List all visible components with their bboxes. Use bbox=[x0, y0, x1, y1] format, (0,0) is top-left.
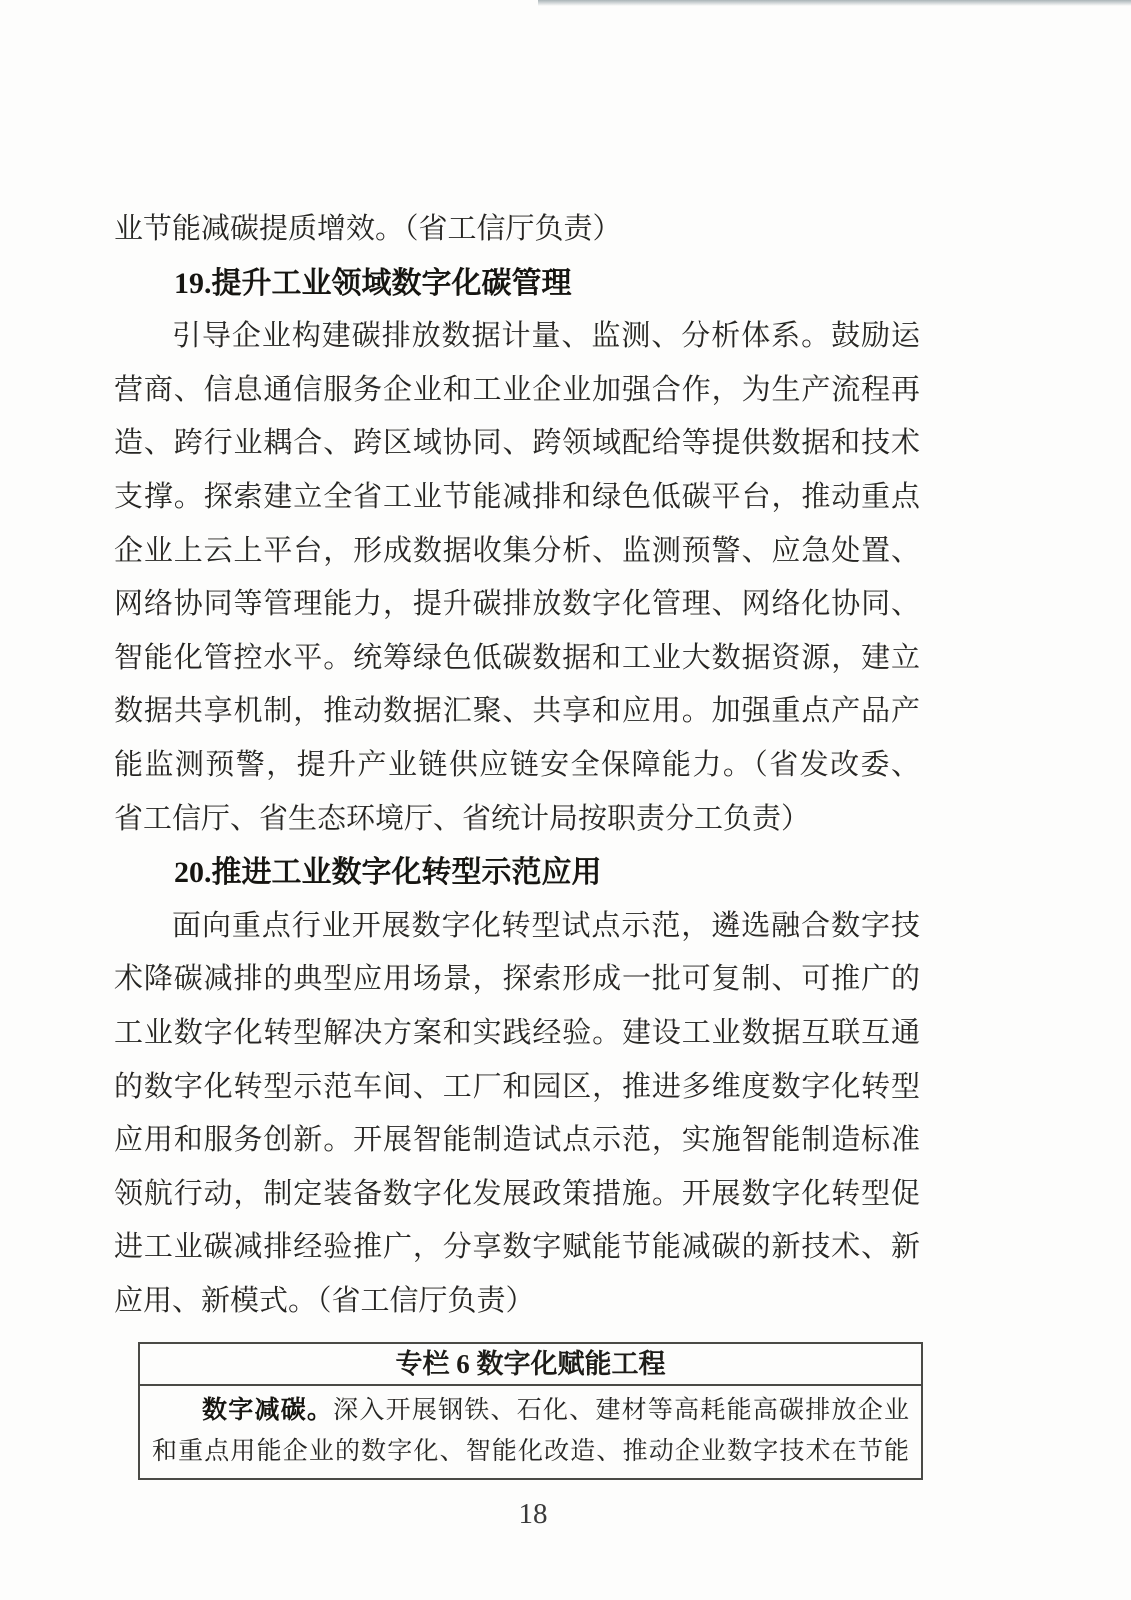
body-line: 智能化管控水平。统筹绿色低碳数据和工业大数据资源，建立 bbox=[114, 641, 920, 674]
body-line: 面向重点行业开展数字化转型试点示范，遴选融合数字技 bbox=[172, 909, 920, 942]
body-line: 的数字化转型示范车间、工厂和园区，推进多维度数字化转型 bbox=[114, 1070, 920, 1103]
body-line: 数据共享机制，推动数据汇聚、共享和应用。加强重点产品产 bbox=[114, 695, 920, 728]
body-line: 省工信厅、省生态环境厅、省统计局按职责分工负责） bbox=[114, 802, 811, 835]
callout-line-text: 和重点用能企业的数字化、智能化改造、推动企业数字技术在节能 bbox=[152, 1438, 909, 1465]
callout-box bbox=[138, 1342, 923, 1480]
callout-box-title: 专栏 6 数字化赋能工程 bbox=[140, 1344, 921, 1386]
callout-box-line bbox=[152, 1431, 909, 1472]
section-heading: 20.推进工业数字化转型示范应用 bbox=[174, 856, 602, 890]
body-line: 工业数字化转型解决方案和实践经验。建设工业数据互联互通 bbox=[114, 1016, 920, 1049]
callout-line-bold-lead: 数字减碳。 bbox=[202, 1397, 334, 1424]
body-line: 支撑。探索建立全省工业节能减排和绿色低碳平台，推动重点 bbox=[114, 480, 920, 513]
body-line: 术降碳减排的典型应用场景，探索形成一批可复制、可推广的 bbox=[114, 963, 920, 996]
body-line: 营商、信息通信服务企业和工业企业加强合作，为生产流程再 bbox=[114, 373, 920, 406]
body-line: 领航行动，制定装备数字化发展政策措施。开展数字化转型促 bbox=[114, 1177, 920, 1210]
body-line: 企业上云上平台，形成数据收集分析、监测预警、应急处置、 bbox=[114, 534, 920, 567]
body-line: 造、跨行业耦合、跨区域协同、跨领域配给等提供数据和技术 bbox=[114, 427, 920, 460]
body-line: 引导企业构建碳排放数据计量、监测、分析体系。鼓励运 bbox=[172, 320, 920, 353]
body-line: 能监测预警，提升产业链供应链安全保障能力。（省发改委、 bbox=[114, 748, 920, 781]
callout-box-body bbox=[140, 1386, 921, 1478]
scan-shadow-artifact bbox=[538, 0, 1131, 6]
page-number: 18 bbox=[518, 1498, 548, 1530]
section-heading: 19.提升工业领域数字化碳管理 bbox=[174, 266, 572, 300]
body-line: 进工业碳减排经验推广，分享数字赋能节能减碳的新技术、新 bbox=[114, 1231, 920, 1264]
callout-line-text: 深入开展钢铁、石化、建材等高耗能高碳排放企业 bbox=[333, 1397, 909, 1424]
text-flow bbox=[114, 203, 920, 1328]
callout-box-line bbox=[152, 1390, 909, 1431]
body-line: 业节能减碳提质增效。（省工信厅负责） bbox=[114, 213, 622, 245]
body-line: 应用、新模式。（省工信厅负责） bbox=[114, 1284, 535, 1317]
body-line: 应用和服务创新。开展智能制造试点示范，实施智能制造标准 bbox=[114, 1124, 920, 1157]
body-line: 网络协同等管理能力，提升碳排放数字化管理、网络化协同、 bbox=[114, 588, 920, 621]
